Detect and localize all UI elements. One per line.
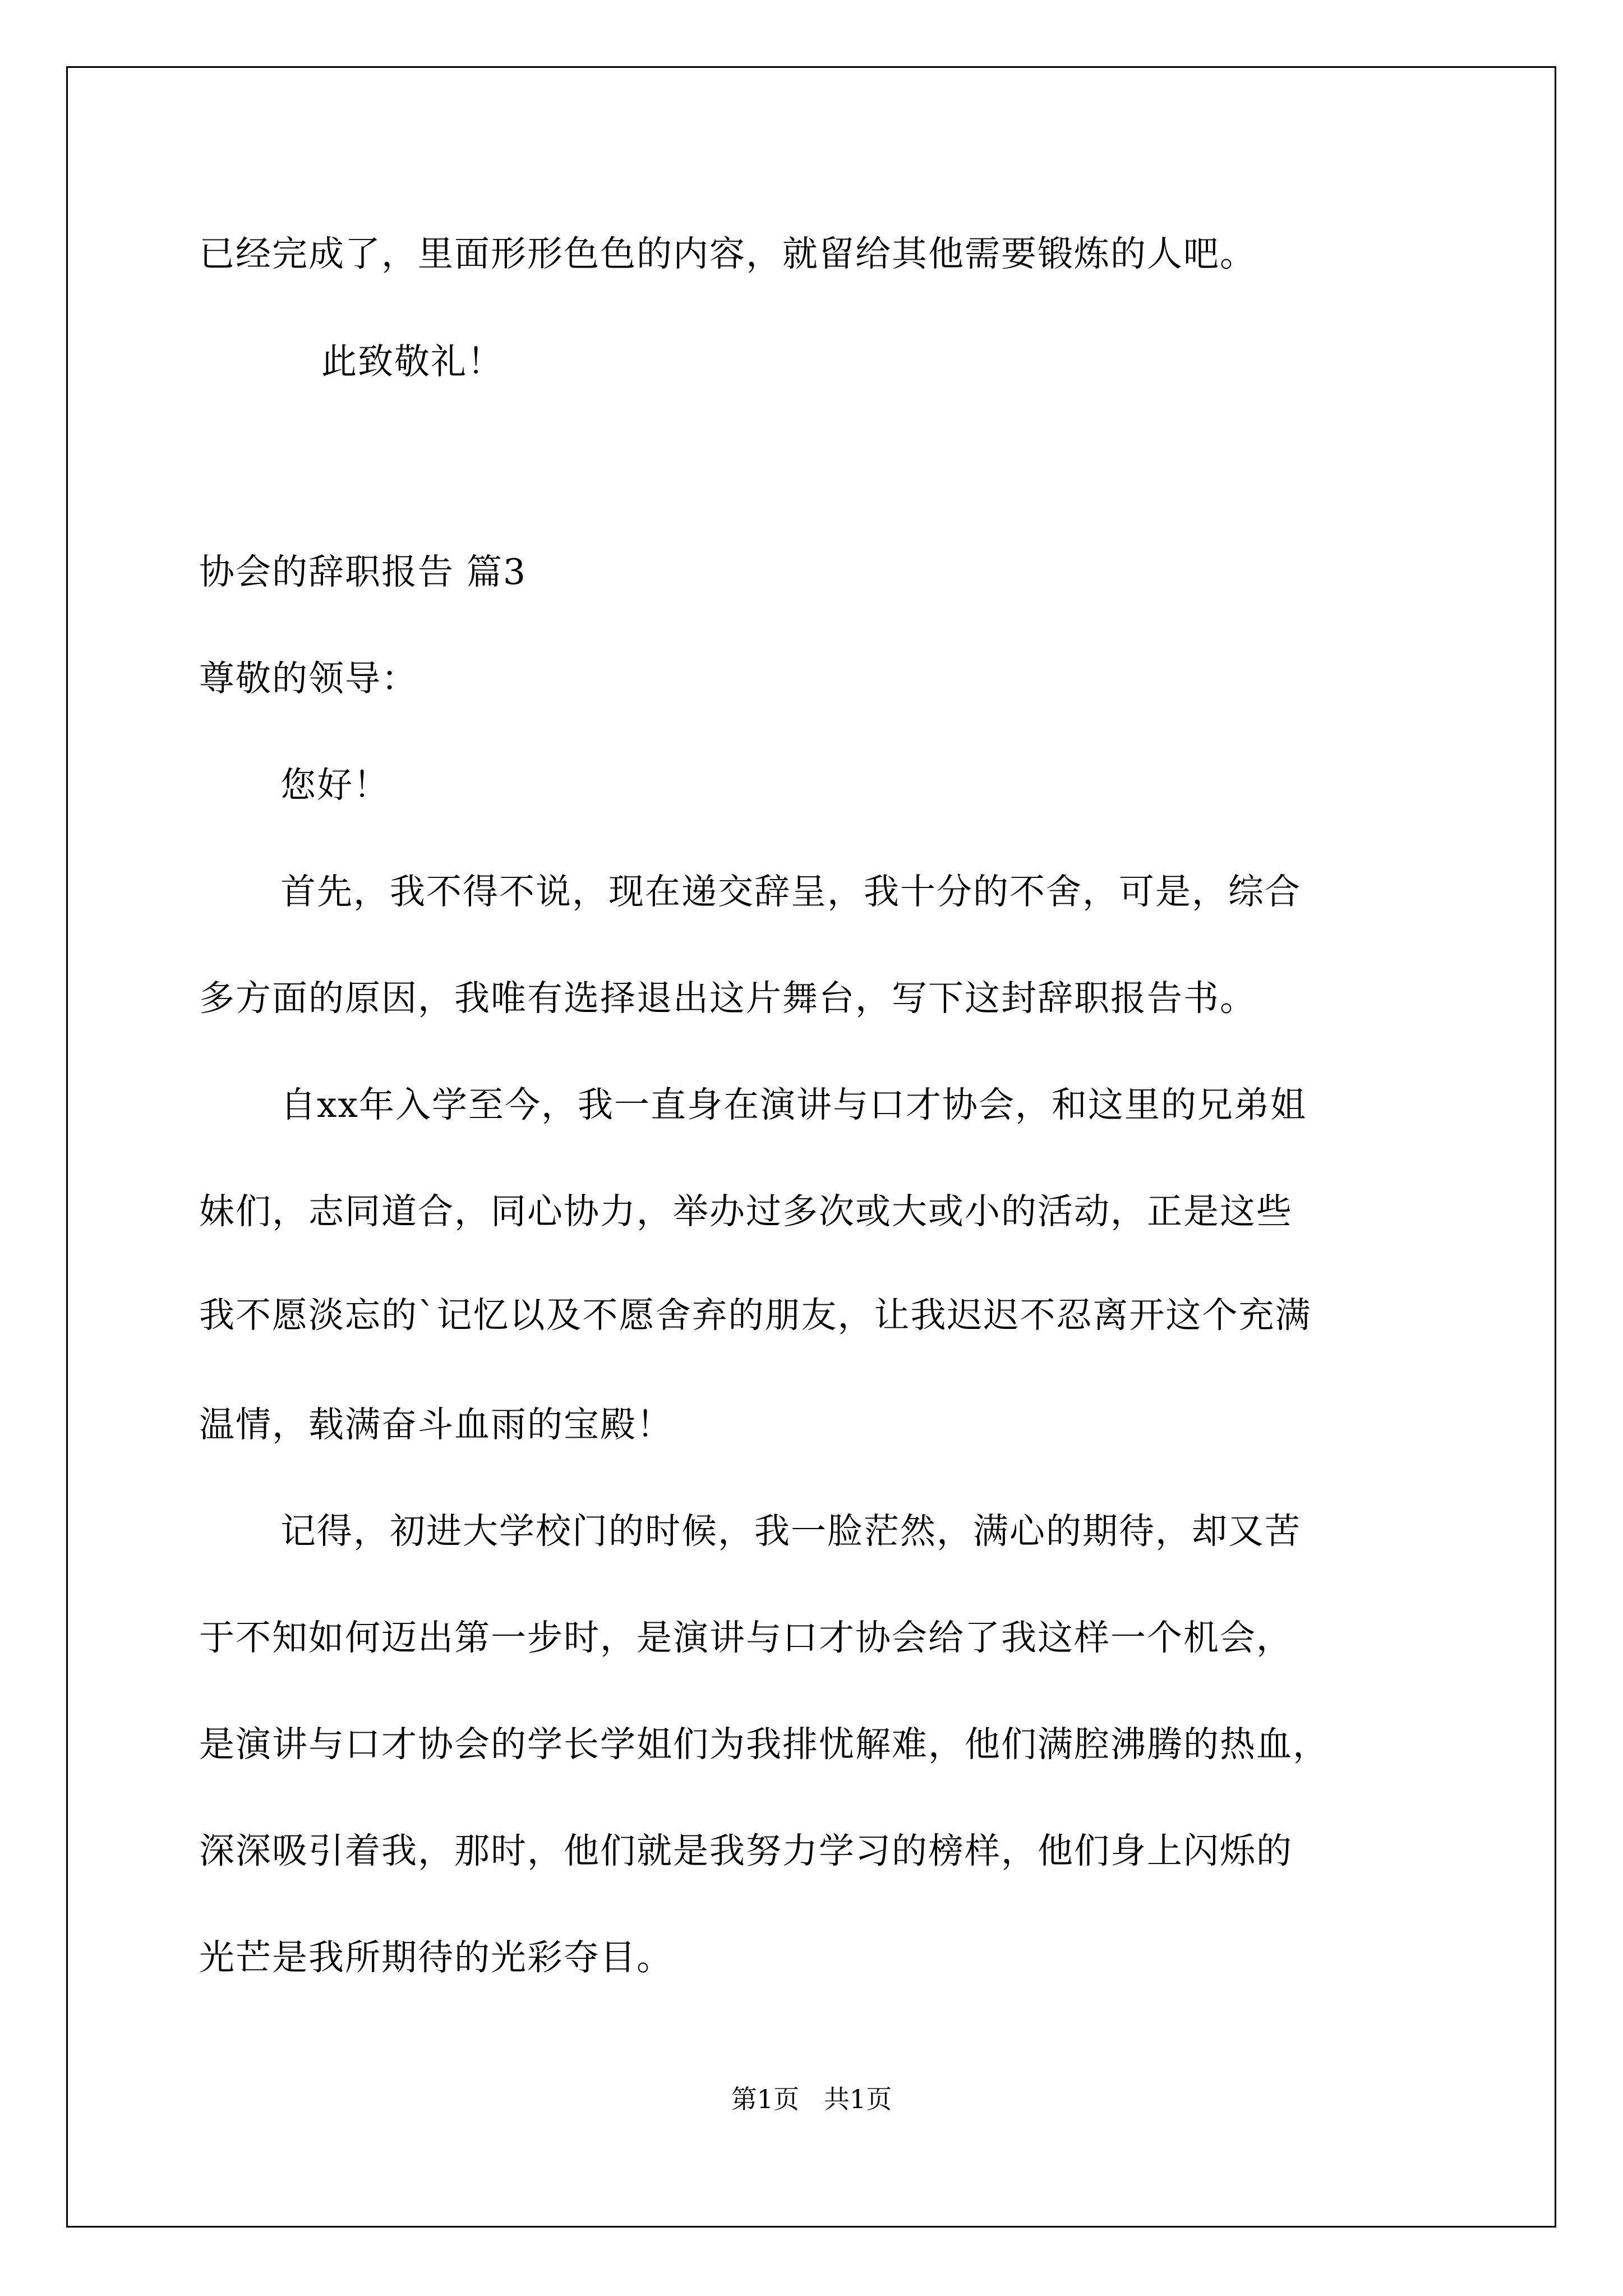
paragraph-line: 我不愿淡忘的`记忆以及不愿舍弃的朋友，让我迟迟不忍离开这个充满 bbox=[199, 1295, 1312, 1336]
paragraph-line: 首先，我不得不说，现在递交辞呈，我十分的不舍，可是，综合 bbox=[280, 871, 1301, 912]
paragraph-line: 是演讲与口才协会的学长学姐们为我排忧解难，他们满腔沸腾的热血， bbox=[199, 1724, 1329, 1765]
paragraph-line: 自xx年入学至今，我一直身在演讲与口才协会，和这里的兄弟姐 bbox=[280, 1084, 1307, 1125]
paragraph-line: 光芒是我所期待的光彩夺目。 bbox=[199, 1937, 673, 1978]
paragraph-line: 温情，载满奋斗血雨的宝殿！ bbox=[199, 1404, 673, 1445]
closing-salutation: 此致敬礼！ bbox=[321, 341, 504, 382]
greeting-recipient: 尊敬的领导： bbox=[199, 658, 418, 699]
section-title: 协会的辞职报告 篇3 bbox=[199, 551, 527, 592]
paragraph-line: 记得，初进大学校门的时候，我一脸茫然，满心的期待，却又苦 bbox=[280, 1511, 1301, 1552]
paragraph-line: 深深吸引着我，那时，他们就是我努力学习的榜样，他们身上闪烁的 bbox=[199, 1830, 1293, 1871]
paragraph-line: 多方面的原因，我唯有选择退出这片舞台，写下这封辞职报告书。 bbox=[199, 978, 1256, 1019]
greeting: 您好！ bbox=[280, 765, 390, 806]
paragraph-line: 已经完成了，里面形形色色的内容，就留给其他需要锻炼的人吧。 bbox=[199, 233, 1256, 274]
page-border bbox=[66, 66, 1556, 2228]
paragraph-line: 于不知如何迈出第一步时，是演讲与口才协会给了我这样一个机会， bbox=[199, 1617, 1293, 1658]
page-footer: 第1页 共1页 bbox=[731, 2084, 892, 2114]
paragraph-line: 妹们，志同道合，同心协力，举办过多次或大或小的活动，正是这些 bbox=[199, 1191, 1293, 1232]
